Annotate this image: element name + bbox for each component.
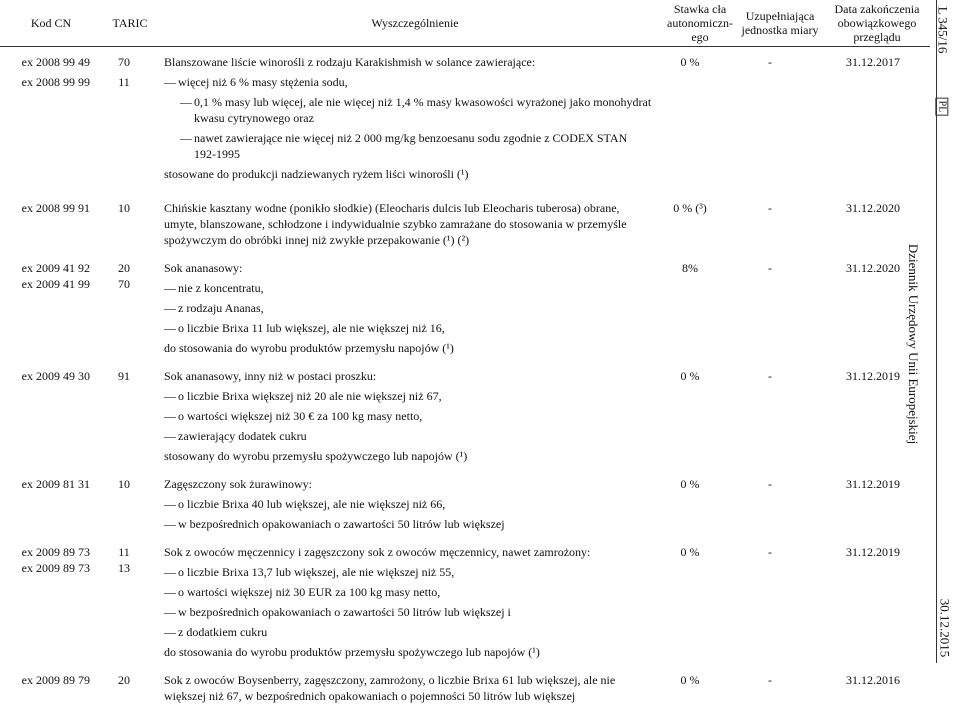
indent-line: — o wartości większej niż 30 EUR za 100 kg masy netto, [164,585,441,599]
table-row [0,54,930,70]
table-row [0,672,930,704]
duty-rate: 0 % [680,369,700,383]
review-date: 31.12.2016 [846,673,900,687]
page-reference: L 345/16 [935,6,951,54]
table-row [0,74,930,182]
dash-icon: — [164,301,176,315]
header-unit: Uzupełniająca jednostka miary [741,9,819,37]
indent-line: — nawet zawierające nie więcej niż 2 000 mg/kg benzoesanu sodu zgodnie z CODEX STAN 192-1995 [180,131,628,161]
indent-line: — o liczbie Brixa większej niż 20 ale nie większej niż 67, [164,389,442,403]
dash-icon: — [164,429,176,443]
header-date: Data zakończenia obowiązkowego przeglądu [834,2,920,44]
dash-icon: — [180,95,192,109]
journal-sidebar [906,0,960,663]
indent-line: — z dodatkiem cukru [164,625,268,639]
taric-code: 10 [118,477,130,491]
cn-code: ex 2009 81 31 [21,477,90,491]
review-date: 31.12.2017 [846,55,900,69]
indent-line: — w bezpośrednich opakowaniach o zawartości 50 litrów lub większej [164,517,505,531]
table-row [0,544,930,660]
taric-code: 20 [118,673,130,687]
description: Sok ananasowy, inny niż w postaci proszku: — o liczbie Brixa większej niż 20 ale nie większej niż 67, — o wartości większej niż 30 € za 100 kg masy netto, — zawierający dodatek cukru stosowany do wyrobu przemysłu spożywczego lub napojów (¹) [164,368,652,464]
taric-code: 91 [118,369,130,383]
dash-icon: — [164,497,176,511]
description: Chińskie kasztany wodne (ponikło słodkie) (Eleocharis dulcis lub Eleocharis tuberosa) obrane, umyte, blanszowane, schłodzone i indywidualnie szybko zamrażane do stosowania w przemyśle spożywczym do obróbki innej niż zwykłe przepakowanie (¹) (²) [164,201,627,247]
duty-rate: 8% [682,261,698,275]
duty-rate: 0 % (³) [673,201,707,215]
duty-rate: 0 % [680,673,700,687]
description: Zagęszczony sok żurawinowy: — o liczbie Brixa 40 lub większej, ale nie większej niż 66, — w bezpośrednich opakowaniach o zawartości 50 litrów lub większej [164,476,652,532]
dash-icon: — [164,585,176,599]
review-date: 31.12.2019 [846,545,900,559]
dash-icon: — [164,605,176,619]
dash-icon: — [164,321,176,335]
indent-line: — o liczbie Brixa 13,7 lub większej, ale nie większej niż 55, [164,565,455,579]
cn-code: ex 2008 99 49 [21,55,90,69]
table-row [0,260,930,356]
cn-code: ex 2009 89 73 ex 2009 89 73 [21,545,90,575]
header-taric: TARIC [112,16,148,30]
table-row [0,200,930,248]
cn-code: ex 2008 99 99 [21,75,90,89]
duty-rate: 0 % [680,55,700,69]
indent-line: — z rodzaju Ananas, [164,301,264,315]
taric-code: 11 [118,75,130,89]
review-date: 31.12.2020 [846,261,900,275]
indent-line: — o liczbie Brixa 40 lub większej, ale nie większej niż 66, [164,497,446,511]
dash-icon: — [164,281,176,295]
description: Sok z owoców męczennicy i zagęszczony sok z owoców męczennicy, nawet zamrożony: — o liczbie Brixa 13,7 lub większej, ale nie większej niż 55, — o wartości większej niż 30 EUR za 100 kg masy netto, — w bezpośrednich opakowaniach o zawartości 50 litrów lub większej i — z dodatkiem cukru do stosowania do wyrobu produktów przemysłu spożywczego lub napojów (¹) [164,544,652,660]
supplementary-unit: - [768,261,772,275]
description: Sok z owoców Boysenberry, zagęszczony, zamrożony, o liczbie Brixa 61 lub większej, ale nie większej niż 67, w bezpośrednich opakowaniach o pojemności 50 litrów lub większej [164,673,616,703]
dash-icon: — [180,131,192,145]
indent-line: — w bezpośrednich opakowaniach o zawartości 50 litrów lub większej i [164,605,511,619]
indent-line: — 0,1 % masy lub więcej, ale nie więcej niż 1,4 % masy kwasowości wyrażonej jako monohydrat kwasu cytrynowego oraz [180,95,652,125]
dash-icon: — [164,517,176,531]
table-body [0,54,930,704]
taric-code: 11 13 [118,545,130,575]
dash-icon: — [164,565,176,579]
indent-line: — o liczbie Brixa 11 lub większej, ale nie większej niż 16, [164,321,445,335]
duty-rate: 0 % [680,477,700,491]
taric-code: 20 70 [118,261,130,291]
description [164,74,652,182]
indent-line: — więcej niż 6 % masy stężenia sodu, [164,75,348,89]
supplementary-unit: - [768,55,772,69]
cn-code: ex 2008 99 91 [21,201,90,215]
supplementary-unit: - [768,369,772,383]
supplementary-unit: - [768,545,772,559]
description: Blanszowane liście winorośli z rodzaju Karakishmish w solance zawierające: [164,55,536,69]
supplementary-unit: - [768,477,772,491]
indent-line: — zawierający dodatek cukru [164,429,307,443]
indent-line: — o wartości większej niż 30 € za 100 kg masy netto, [164,409,423,423]
dash-icon: — [164,625,176,639]
supplementary-unit: - [768,201,772,215]
header-code: Kod CN [30,16,72,30]
duty-rate: 0 % [680,545,700,559]
language-badge: PL [935,98,948,116]
review-date: 31.12.2019 [846,477,900,491]
taric-code: 70 [118,55,130,69]
dash-icon: — [164,389,176,403]
taric-code: 10 [118,201,130,215]
table-row [0,476,930,532]
description: Sok ananasowy: — nie z koncentratu, — z rodzaju Ananas, — o liczbie Brixa 11 lub większej, ale nie większej niż 16, do stosowania do wyrobu produktów przemysłu napojów (¹) [164,260,652,356]
usage-line: stosowane do produkcji nadziewanych ryżem liści winorośli (¹) [164,167,469,181]
review-date: 31.12.2019 [846,369,900,383]
dash-icon: — [164,409,176,423]
table-header [0,0,930,47]
header-rate: Stawka cła autonomiczn-ego [667,2,733,44]
indent-line: — nie z koncentratu, [164,281,264,295]
header-description: Wyszczególnienie [371,16,459,30]
review-date: 31.12.2020 [846,201,900,215]
table-row [0,368,930,464]
publication-date: 30.12.2015 [937,598,953,658]
cn-code: ex 2009 41 92 ex 2009 41 99 [21,261,90,291]
cn-code: ex 2009 49 30 [21,369,90,383]
cn-code: ex 2009 89 79 [21,673,90,687]
journal-title: Dziennik Urzędowy Unii Europejskiej [906,243,922,445]
supplementary-unit: - [768,673,772,687]
dash-icon: — [164,75,176,89]
